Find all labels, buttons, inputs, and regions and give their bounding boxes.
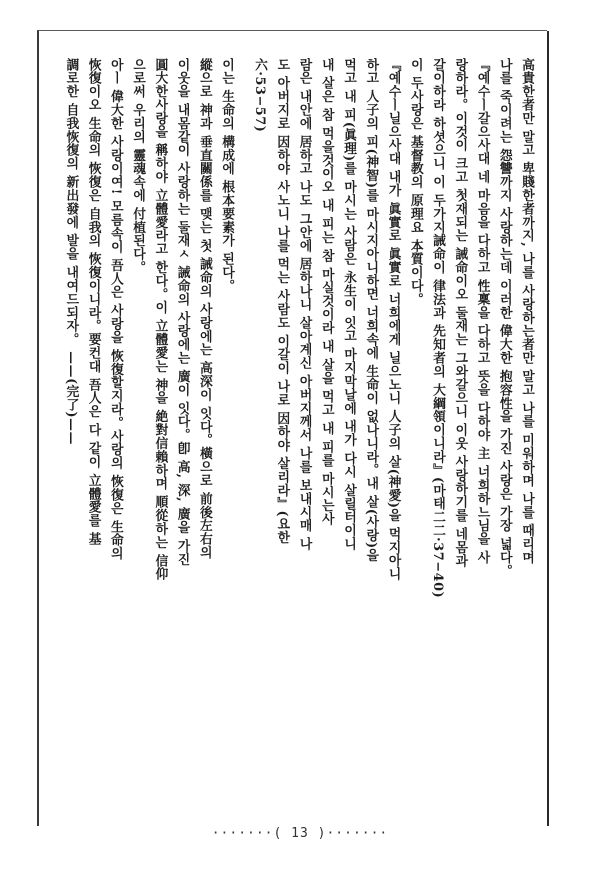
text-column: 圓大한사랑을 稱하야 立體愛라고 한다。이 立體愛는 神을 絶對信賴하며 順從하는 信仰: [152, 58, 168, 581]
text-column: 아ㅣ 偉大한 사랑이여! 모름속이 吾人은 사랑을 恢復할지라。사랑의 恢復은 生命의: [107, 58, 123, 561]
page-number: ·······( 13 )·······: [211, 826, 389, 841]
text-column: 高貴한者만 말고 卑賤한者까지, 나를 사랑하는者만 말고 나를 미워하며 나를 때리며: [519, 58, 534, 565]
text-column: 『예수ㅣ닐으사대 내가 眞實로 眞實로 너희에게 닐으노니 人子의 살(神愛)을 먹지아니: [385, 58, 401, 581]
text-column: 이는 生命의 構成에 根本要素가 된다。: [219, 58, 235, 293]
body-text: [60, 58, 537, 758]
text-column: 이 두사랑은 基督教의 原理요 本質이다。: [407, 58, 423, 307]
text-column: 하고 人子의 피(神智)를 마시지아니하면 너희속에 生命이 없나니라。내 살(사랑)을: [363, 58, 379, 563]
text-column: 恢復이오 生命의 恢復은 自我의 恢復이니라。要컨대 吾人은 다 같이 立體愛를 基: [85, 58, 101, 546]
text-column: 랑하라。이것이 크고 첫재되는 誡命이오 둘재는 그와갈으니 이웃 사랑하기를 네몸과: [452, 58, 468, 568]
text-column: 『예수ㅣ갈으사대 네 마음을 다하고 性稟을 다하고 뜻을 다하야 主 너희하느님을 사: [474, 58, 490, 565]
text-column: 六·53−57): [252, 58, 267, 133]
text-column: 내 살은 참 먹을것이오 내 피는 참 마실것이라 내 살을 먹고 내 피를 마시는사: [318, 58, 334, 526]
text-column: 도 아버지로 因하야 사노니 나를 먹는 사람도 이갈이 나로 因하야 살리라』(요한: [274, 58, 290, 545]
text-column: 調로한 自我恢復의 新出發에 발을 내여드되자。 ——(完了)——: [63, 58, 79, 445]
text-column: 람은 내안에 居하고 나도 그안에 居하나니 살아계신 아버지께서 나를 보내시매 나: [296, 58, 312, 551]
column-gap: [238, 58, 248, 758]
text-column: 縱으로 神과 垂直關係를 맺는 첫 誡命의 사랑에는 高深이 잇다。橫으로 前後左右의: [196, 58, 212, 560]
text-column: 으로써 우리의 靈魂속에 付植된다。: [130, 58, 146, 275]
text-column: 나를 죽이려는 怨讐까지 사랑하는데 이러한 偉大한 抱容性을 가진 사랑은 가장 넓다。: [496, 58, 512, 578]
text-column: 이웃을 내몸같이 사랑하는 둘재ㅅ 誡命의 사랑에는 廣이 잇다。卽 高, 深, 廣을 가진: [174, 58, 190, 566]
text-column: 갈이하라 하셧으니 이 두가지誡命이 律法과 先知者의 大綱領이니라』(마태二二·37−40): [430, 58, 445, 599]
text-column: 먹고 내 피(眞理)를 마시는 사람은 永生이 잇고 마지막날에 내가 다시 살릴터이니: [341, 58, 356, 551]
